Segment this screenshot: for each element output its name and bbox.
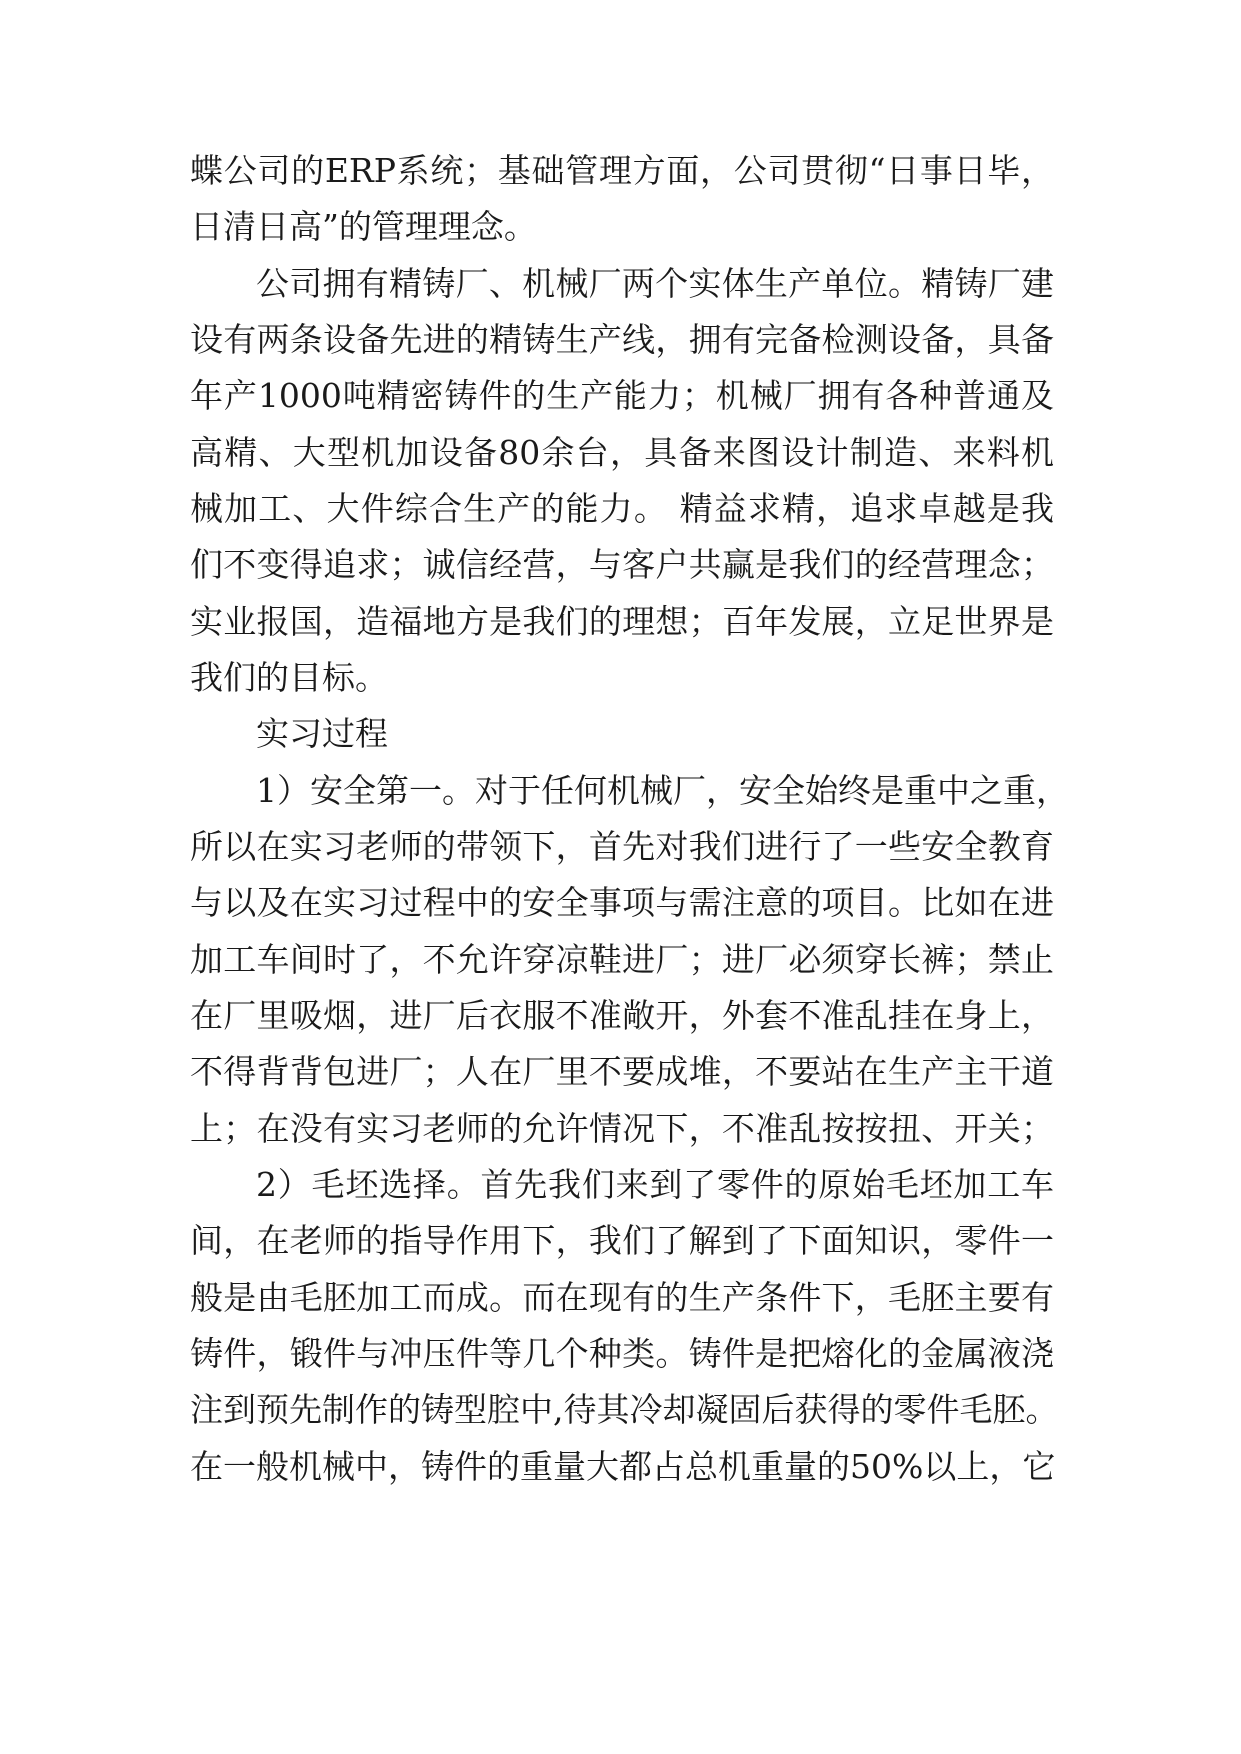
paragraph-first-line: 公司拥有精铸厂、机械厂两个实体生产单位。精铸厂建 bbox=[256, 264, 1054, 303]
text-line: 加工车间时了，不允许穿凉鞋进厂；进厂必须穿长裤；禁止 bbox=[190, 940, 1054, 979]
text-line: 所以在实习老师的带领下，首先对我们进行了一些安全教育 bbox=[190, 827, 1054, 866]
text-line: 与以及在实习过程中的安全事项与需注意的项目。比如在进 bbox=[190, 883, 1054, 922]
paragraph-first-line: 1）安全第一。对于任何机械厂，安全始终是重中之重， bbox=[256, 771, 1069, 810]
text-line: 年产1000吨精密铸件的生产能力；机械厂拥有各种普通及 bbox=[190, 376, 1054, 415]
text-line: 蝶公司的ERP系统；基础管理方面，公司贯彻“日事日毕， bbox=[190, 151, 1054, 190]
text-line: 间，在老师的指导作用下，我们了解到了下面知识，零件一 bbox=[190, 1221, 1054, 1260]
text-line: 高精、大型机加设备80余台，具备来图设计制造、来料机 bbox=[190, 433, 1054, 472]
text-line: 们不变得追求；诚信经营，与客户共赢是我们的经营理念； bbox=[190, 545, 1054, 584]
text-line: 我们的目标。 bbox=[190, 658, 388, 697]
text-line: 般是由毛胚加工而成。而在现有的生产条件下，毛胚主要有 bbox=[190, 1278, 1054, 1317]
text-line: 实业报国，造福地方是我们的理想；百年发展，立足世界是 bbox=[190, 602, 1054, 641]
text-line: 注到预先制作的铸型腔中,待其冷却凝固后获得的零件毛胚。 bbox=[190, 1390, 1059, 1429]
text-line: 在一般机械中，铸件的重量大都占总机重量的50%以上，它 bbox=[190, 1447, 1056, 1486]
text-line: 日清日高”的管理理念。 bbox=[190, 207, 537, 246]
text-line: 械加工、大件综合生产的能力。 精益求精，追求卓越是我 bbox=[190, 489, 1054, 528]
section-heading: 实习过程 bbox=[256, 714, 388, 753]
text-line: 不得背背包进厂；人在厂里不要成堆，不要站在生产主干道 bbox=[190, 1052, 1054, 1091]
text-line: 上；在没有实习老师的允许情况下，不准乱按按扭、开关； bbox=[190, 1109, 1054, 1148]
paragraph-first-line: 2）毛坯选择。首先我们来到了零件的原始毛坯加工车 bbox=[256, 1165, 1054, 1204]
text-line: 设有两条设备先进的精铸生产线，拥有完备检测设备，具备 bbox=[190, 320, 1054, 359]
text-line: 铸件，锻件与冲压件等几个种类。铸件是把熔化的金属液浇 bbox=[190, 1334, 1054, 1373]
text-line: 在厂里吸烟，进厂后衣服不准敞开，外套不准乱挂在身上， bbox=[190, 996, 1054, 1035]
